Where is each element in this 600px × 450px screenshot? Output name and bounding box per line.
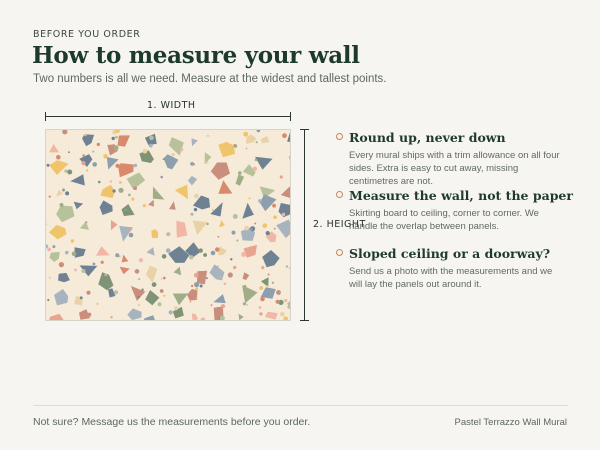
- terrazzo-speck: [203, 253, 207, 257]
- terrazzo-speck: [282, 133, 287, 138]
- terrazzo-shard: [287, 296, 291, 312]
- terrazzo-speck: [191, 285, 193, 287]
- terrazzo-speck: [280, 312, 285, 317]
- terrazzo-speck: [71, 239, 74, 242]
- terrazzo-shard: [98, 320, 107, 321]
- terrazzo-speck: [282, 213, 285, 216]
- terrazzo-speck: [82, 269, 86, 273]
- terrazzo-shard: [58, 273, 70, 282]
- terrazzo-shard: [49, 225, 67, 239]
- width-tick-right: [290, 112, 291, 121]
- terrazzo-shard: [147, 247, 155, 256]
- footer-divider: [33, 405, 568, 406]
- terrazzo-speck: [174, 306, 178, 310]
- terrazzo-shard: [213, 294, 225, 303]
- terrazzo-speck: [194, 282, 199, 287]
- terrazzo-speck: [261, 266, 264, 269]
- terrazzo-speck: [199, 248, 203, 252]
- terrazzo-speck: [49, 277, 51, 279]
- terrazzo-speck: [290, 267, 291, 270]
- terrazzo-speck: [118, 188, 123, 193]
- terrazzo-speck: [189, 255, 193, 259]
- page-title: How to measure your wall: [32, 42, 360, 69]
- bullet-circle-icon: [336, 133, 343, 140]
- terrazzo-speck: [220, 316, 225, 321]
- terrazzo-speck: [180, 148, 183, 151]
- terrazzo-speck: [133, 186, 137, 190]
- terrazzo-shard: [96, 246, 110, 256]
- terrazzo-shard: [142, 315, 155, 321]
- terrazzo-speck: [243, 302, 246, 305]
- terrazzo-speck: [98, 181, 101, 184]
- terrazzo-speck: [86, 291, 90, 295]
- terrazzo-shard: [243, 272, 250, 280]
- terrazzo-shard: [191, 138, 198, 146]
- terrazzo-shard: [169, 201, 176, 210]
- terrazzo-speck: [194, 194, 199, 199]
- terrazzo-speck: [149, 144, 153, 148]
- terrazzo-shard: [122, 255, 129, 263]
- terrazzo-speck: [53, 150, 55, 152]
- terrazzo-speck: [128, 194, 131, 197]
- terrazzo-speck: [47, 248, 51, 252]
- terrazzo-shard: [261, 136, 270, 144]
- height-tick-bottom: [300, 320, 309, 321]
- terrazzo-shard: [276, 220, 291, 239]
- terrazzo-shard: [151, 229, 158, 238]
- terrazzo-speck: [172, 153, 175, 156]
- terrazzo-shard: [188, 176, 197, 186]
- terrazzo-speck: [72, 251, 77, 256]
- terrazzo-speck: [256, 141, 258, 143]
- width-label: 1. WIDTH: [147, 100, 196, 111]
- terrazzo-shard: [127, 308, 141, 320]
- terrazzo-speck: [62, 130, 67, 134]
- footer-note: Not sure? Message us the measurements before you order.: [33, 416, 311, 428]
- terrazzo-speck: [280, 175, 283, 178]
- terrazzo-shard: [111, 220, 118, 230]
- terrazzo-speck: [101, 261, 104, 264]
- terrazzo-speck: [138, 296, 140, 298]
- terrazzo-speck: [49, 196, 51, 198]
- terrazzo-speck: [268, 274, 270, 276]
- terrazzo-speck: [276, 300, 280, 304]
- terrazzo-shard: [218, 246, 227, 255]
- page-subtitle: Two numbers is all we need. Measure at the widest and tallest points.: [33, 73, 387, 85]
- terrazzo-speck: [244, 226, 249, 231]
- terrazzo-speck: [230, 258, 232, 260]
- terrazzo-shard: [122, 204, 135, 216]
- terrazzo-speck: [104, 274, 107, 277]
- tip-item: [336, 188, 573, 246]
- terrazzo-speck: [207, 135, 210, 138]
- terrazzo-speck: [138, 304, 141, 307]
- terrazzo-speck: [152, 282, 157, 287]
- terrazzo-speck: [143, 204, 146, 207]
- terrazzo-speck: [143, 149, 148, 154]
- terrazzo-wall-preview: [45, 129, 291, 321]
- terrazzo-shard: [242, 203, 254, 219]
- terrazzo-speck: [218, 236, 220, 238]
- terrazzo-speck: [162, 254, 167, 259]
- terrazzo-speck: [249, 197, 251, 199]
- terrazzo-shard: [74, 202, 84, 210]
- terrazzo-shard: [173, 294, 188, 306]
- terrazzo-speck: [190, 301, 192, 303]
- tip-title: Sloped ceiling or a doorway?: [349, 246, 551, 261]
- terrazzo-speck: [259, 306, 262, 309]
- terrazzo-speck: [195, 297, 197, 299]
- terrazzo-speck: [65, 191, 69, 195]
- tip-title: Measure the wall, not the paper: [349, 188, 573, 203]
- terrazzo-speck: [129, 233, 134, 238]
- terrazzo-shard: [197, 271, 207, 285]
- terrazzo-speck: [143, 156, 148, 161]
- terrazzo-speck: [46, 223, 47, 225]
- terrazzo-speck: [138, 278, 140, 280]
- terrazzo-shard: [54, 289, 68, 305]
- terrazzo-speck: [206, 223, 208, 225]
- terrazzo-speck: [62, 189, 65, 192]
- terrazzo-shard: [118, 135, 131, 146]
- terrazzo-speck: [67, 170, 72, 175]
- terrazzo-speck: [114, 290, 118, 294]
- terrazzo-speck: [200, 285, 203, 288]
- terrazzo-shard: [118, 163, 134, 177]
- terrazzo-speck: [266, 231, 270, 235]
- terrazzo-speck: [97, 143, 100, 146]
- terrazzo-speck: [194, 208, 197, 211]
- width-dimension-line: [45, 116, 291, 117]
- terrazzo-speck: [169, 310, 173, 314]
- terrazzo-speck: [284, 299, 287, 302]
- terrazzo-speck: [238, 171, 242, 175]
- terrazzo-shard: [56, 206, 75, 223]
- terrazzo-speck: [47, 299, 49, 301]
- terrazzo-speck: [141, 289, 143, 291]
- terrazzo-speck: [160, 289, 164, 293]
- height-label: 2. HEIGHT: [313, 219, 366, 230]
- terrazzo-speck: [166, 232, 170, 236]
- tip-text: Skirting board to ceiling, corner to corner. We handle the overlap between panels.: [349, 208, 539, 232]
- terrazzo-speck: [201, 317, 206, 321]
- terrazzo-speck: [86, 169, 88, 171]
- terrazzo-shard: [82, 134, 94, 146]
- terrazzo-speck: [211, 251, 216, 256]
- terrazzo-speck: [274, 228, 276, 230]
- terrazzo-shard: [210, 264, 225, 280]
- terrazzo-speck: [155, 190, 157, 192]
- bullet-circle-icon: [336, 191, 343, 198]
- terrazzo-speck: [149, 136, 154, 141]
- terrazzo-speck: [206, 162, 208, 164]
- terrazzo-speck: [283, 317, 288, 322]
- product-name: Pastel Terrazzo Wall Mural: [454, 417, 567, 428]
- terrazzo-shard: [175, 185, 188, 200]
- terrazzo-speck: [215, 247, 220, 252]
- terrazzo-speck: [119, 181, 122, 184]
- terrazzo-speck: [195, 288, 198, 291]
- terrazzo-shard: [146, 266, 158, 283]
- terrazzo-shard: [287, 130, 291, 144]
- terrazzo-speck: [158, 302, 162, 306]
- terrazzo-speck: [258, 199, 262, 203]
- terrazzo-speck: [263, 223, 268, 228]
- terrazzo-speck: [273, 215, 277, 219]
- terrazzo-speck: [253, 167, 257, 171]
- terrazzo-pattern-image: [46, 130, 291, 321]
- terrazzo-shard: [262, 250, 280, 267]
- terrazzo-speck: [139, 258, 143, 262]
- terrazzo-speck: [286, 265, 288, 267]
- terrazzo-speck: [227, 143, 230, 146]
- terrazzo-speck: [210, 304, 212, 306]
- terrazzo-speck: [259, 286, 263, 290]
- terrazzo-shard: [56, 190, 63, 197]
- terrazzo-speck: [232, 231, 236, 235]
- terrazzo-speck: [56, 155, 61, 160]
- terrazzo-speck: [85, 221, 87, 223]
- terrazzo-shard: [242, 285, 258, 303]
- eyebrow: BEFORE YOU ORDER: [33, 29, 141, 40]
- terrazzo-speck: [266, 285, 269, 288]
- terrazzo-speck: [161, 278, 163, 280]
- terrazzo-speck: [103, 154, 108, 159]
- terrazzo-speck: [276, 290, 281, 295]
- terrazzo-speck: [251, 228, 253, 230]
- terrazzo-speck: [194, 273, 199, 278]
- terrazzo-speck: [233, 214, 238, 219]
- terrazzo-speck: [228, 272, 233, 277]
- terrazzo-shard: [49, 160, 68, 175]
- terrazzo-speck: [87, 313, 91, 317]
- terrazzo-speck: [68, 151, 70, 153]
- terrazzo-shard: [265, 312, 278, 320]
- terrazzo-shard: [193, 221, 208, 236]
- terrazzo-speck: [81, 161, 85, 165]
- terrazzo-speck: [46, 244, 48, 248]
- tips-list: [336, 130, 573, 304]
- terrazzo-shard: [218, 142, 235, 157]
- terrazzo-speck: [59, 262, 64, 267]
- terrazzo-speck: [130, 228, 133, 231]
- terrazzo-speck: [192, 163, 195, 166]
- terrazzo-shard: [148, 200, 154, 207]
- terrazzo-shard: [260, 194, 277, 211]
- terrazzo-speck: [287, 305, 290, 308]
- terrazzo-speck: [93, 263, 96, 266]
- terrazzo-shard: [164, 154, 179, 169]
- terrazzo-speck: [115, 136, 118, 139]
- width-tick-left: [45, 112, 46, 121]
- terrazzo-speck: [131, 198, 134, 201]
- terrazzo-speck: [65, 251, 69, 255]
- terrazzo-shard: [145, 290, 159, 305]
- terrazzo-speck: [92, 162, 97, 167]
- bullet-circle-icon: [336, 249, 343, 256]
- terrazzo-speck: [163, 295, 165, 297]
- terrazzo-speck: [255, 159, 258, 162]
- terrazzo-speck: [224, 283, 227, 286]
- terrazzo-shard: [168, 246, 189, 263]
- terrazzo-speck: [254, 223, 256, 225]
- height-tick-top: [300, 129, 309, 130]
- terrazzo-shard: [281, 184, 291, 199]
- terrazzo-shard: [75, 247, 86, 257]
- terrazzo-speck: [110, 316, 112, 318]
- terrazzo-shard: [169, 137, 184, 156]
- tip-text: Every mural ships with a trim allowance on all four sides. Extra is easy to cut away, missing centimetres are not.: [349, 150, 560, 187]
- terrazzo-speck: [114, 145, 119, 150]
- terrazzo-shard: [79, 154, 92, 167]
- terrazzo-speck: [110, 180, 112, 182]
- terrazzo-shard: [236, 174, 245, 186]
- terrazzo-speck: [163, 277, 166, 280]
- terrazzo-speck: [80, 296, 83, 299]
- terrazzo-speck: [221, 304, 225, 308]
- terrazzo-shard: [80, 221, 89, 230]
- tip-text: Send us a photo with the measurements and we will lay the panels out around it.: [349, 266, 553, 290]
- terrazzo-shard: [255, 157, 273, 170]
- tip-title: Round up, never down: [349, 130, 506, 145]
- terrazzo-speck: [163, 159, 165, 161]
- terrazzo-speck: [246, 148, 248, 150]
- terrazzo-speck: [134, 164, 137, 167]
- terrazzo-speck: [125, 209, 127, 211]
- terrazzo-shard: [48, 314, 64, 321]
- terrazzo-speck: [191, 213, 194, 216]
- terrazzo-speck: [217, 265, 219, 267]
- terrazzo-shard: [120, 267, 130, 274]
- height-dimension-line: [304, 129, 305, 321]
- terrazzo-speck: [272, 204, 276, 208]
- terrazzo-speck: [259, 312, 262, 315]
- terrazzo-speck: [236, 240, 238, 242]
- terrazzo-shard: [174, 267, 182, 276]
- terrazzo-shard: [239, 314, 244, 321]
- terrazzo-speck: [47, 164, 50, 167]
- terrazzo-speck: [160, 176, 163, 179]
- terrazzo-shard: [192, 314, 198, 322]
- tip-item: [336, 130, 568, 188]
- terrazzo-speck: [64, 170, 67, 173]
- terrazzo-speck: [260, 297, 265, 302]
- terrazzo-speck: [272, 282, 274, 284]
- terrazzo-shard: [100, 200, 113, 215]
- terrazzo-speck: [74, 269, 77, 272]
- terrazzo-speck: [233, 266, 236, 269]
- terrazzo-speck: [212, 209, 214, 211]
- terrazzo-speck: [243, 285, 246, 288]
- terrazzo-shard: [211, 163, 230, 180]
- tip-item: [336, 246, 568, 304]
- terrazzo-shard: [289, 156, 291, 170]
- terrazzo-speck: [166, 248, 171, 253]
- terrazzo-shard: [219, 220, 225, 227]
- terrazzo-speck: [243, 132, 248, 137]
- terrazzo-shard: [49, 252, 59, 262]
- terrazzo-speck: [241, 252, 246, 257]
- terrazzo-speck: [113, 189, 116, 192]
- terrazzo-shard: [176, 221, 187, 238]
- terrazzo-shard: [218, 180, 232, 194]
- terrazzo-speck: [118, 255, 120, 257]
- terrazzo-shard: [131, 286, 146, 301]
- terrazzo-speck: [52, 245, 55, 248]
- terrazzo-speck: [82, 154, 85, 157]
- terrazzo-speck: [97, 303, 99, 305]
- terrazzo-speck: [112, 137, 115, 140]
- terrazzo-speck: [219, 276, 222, 279]
- terrazzo-speck: [257, 130, 261, 132]
- terrazzo-speck: [135, 269, 140, 274]
- terrazzo-shard: [153, 187, 165, 200]
- terrazzo-speck: [115, 164, 119, 168]
- terrazzo-speck: [92, 151, 94, 153]
- terrazzo-speck: [234, 144, 236, 146]
- terrazzo-speck: [60, 203, 64, 207]
- terrazzo-speck: [84, 134, 86, 136]
- terrazzo-speck: [246, 304, 248, 306]
- terrazzo-speck: [206, 277, 208, 279]
- terrazzo-shard: [70, 174, 85, 185]
